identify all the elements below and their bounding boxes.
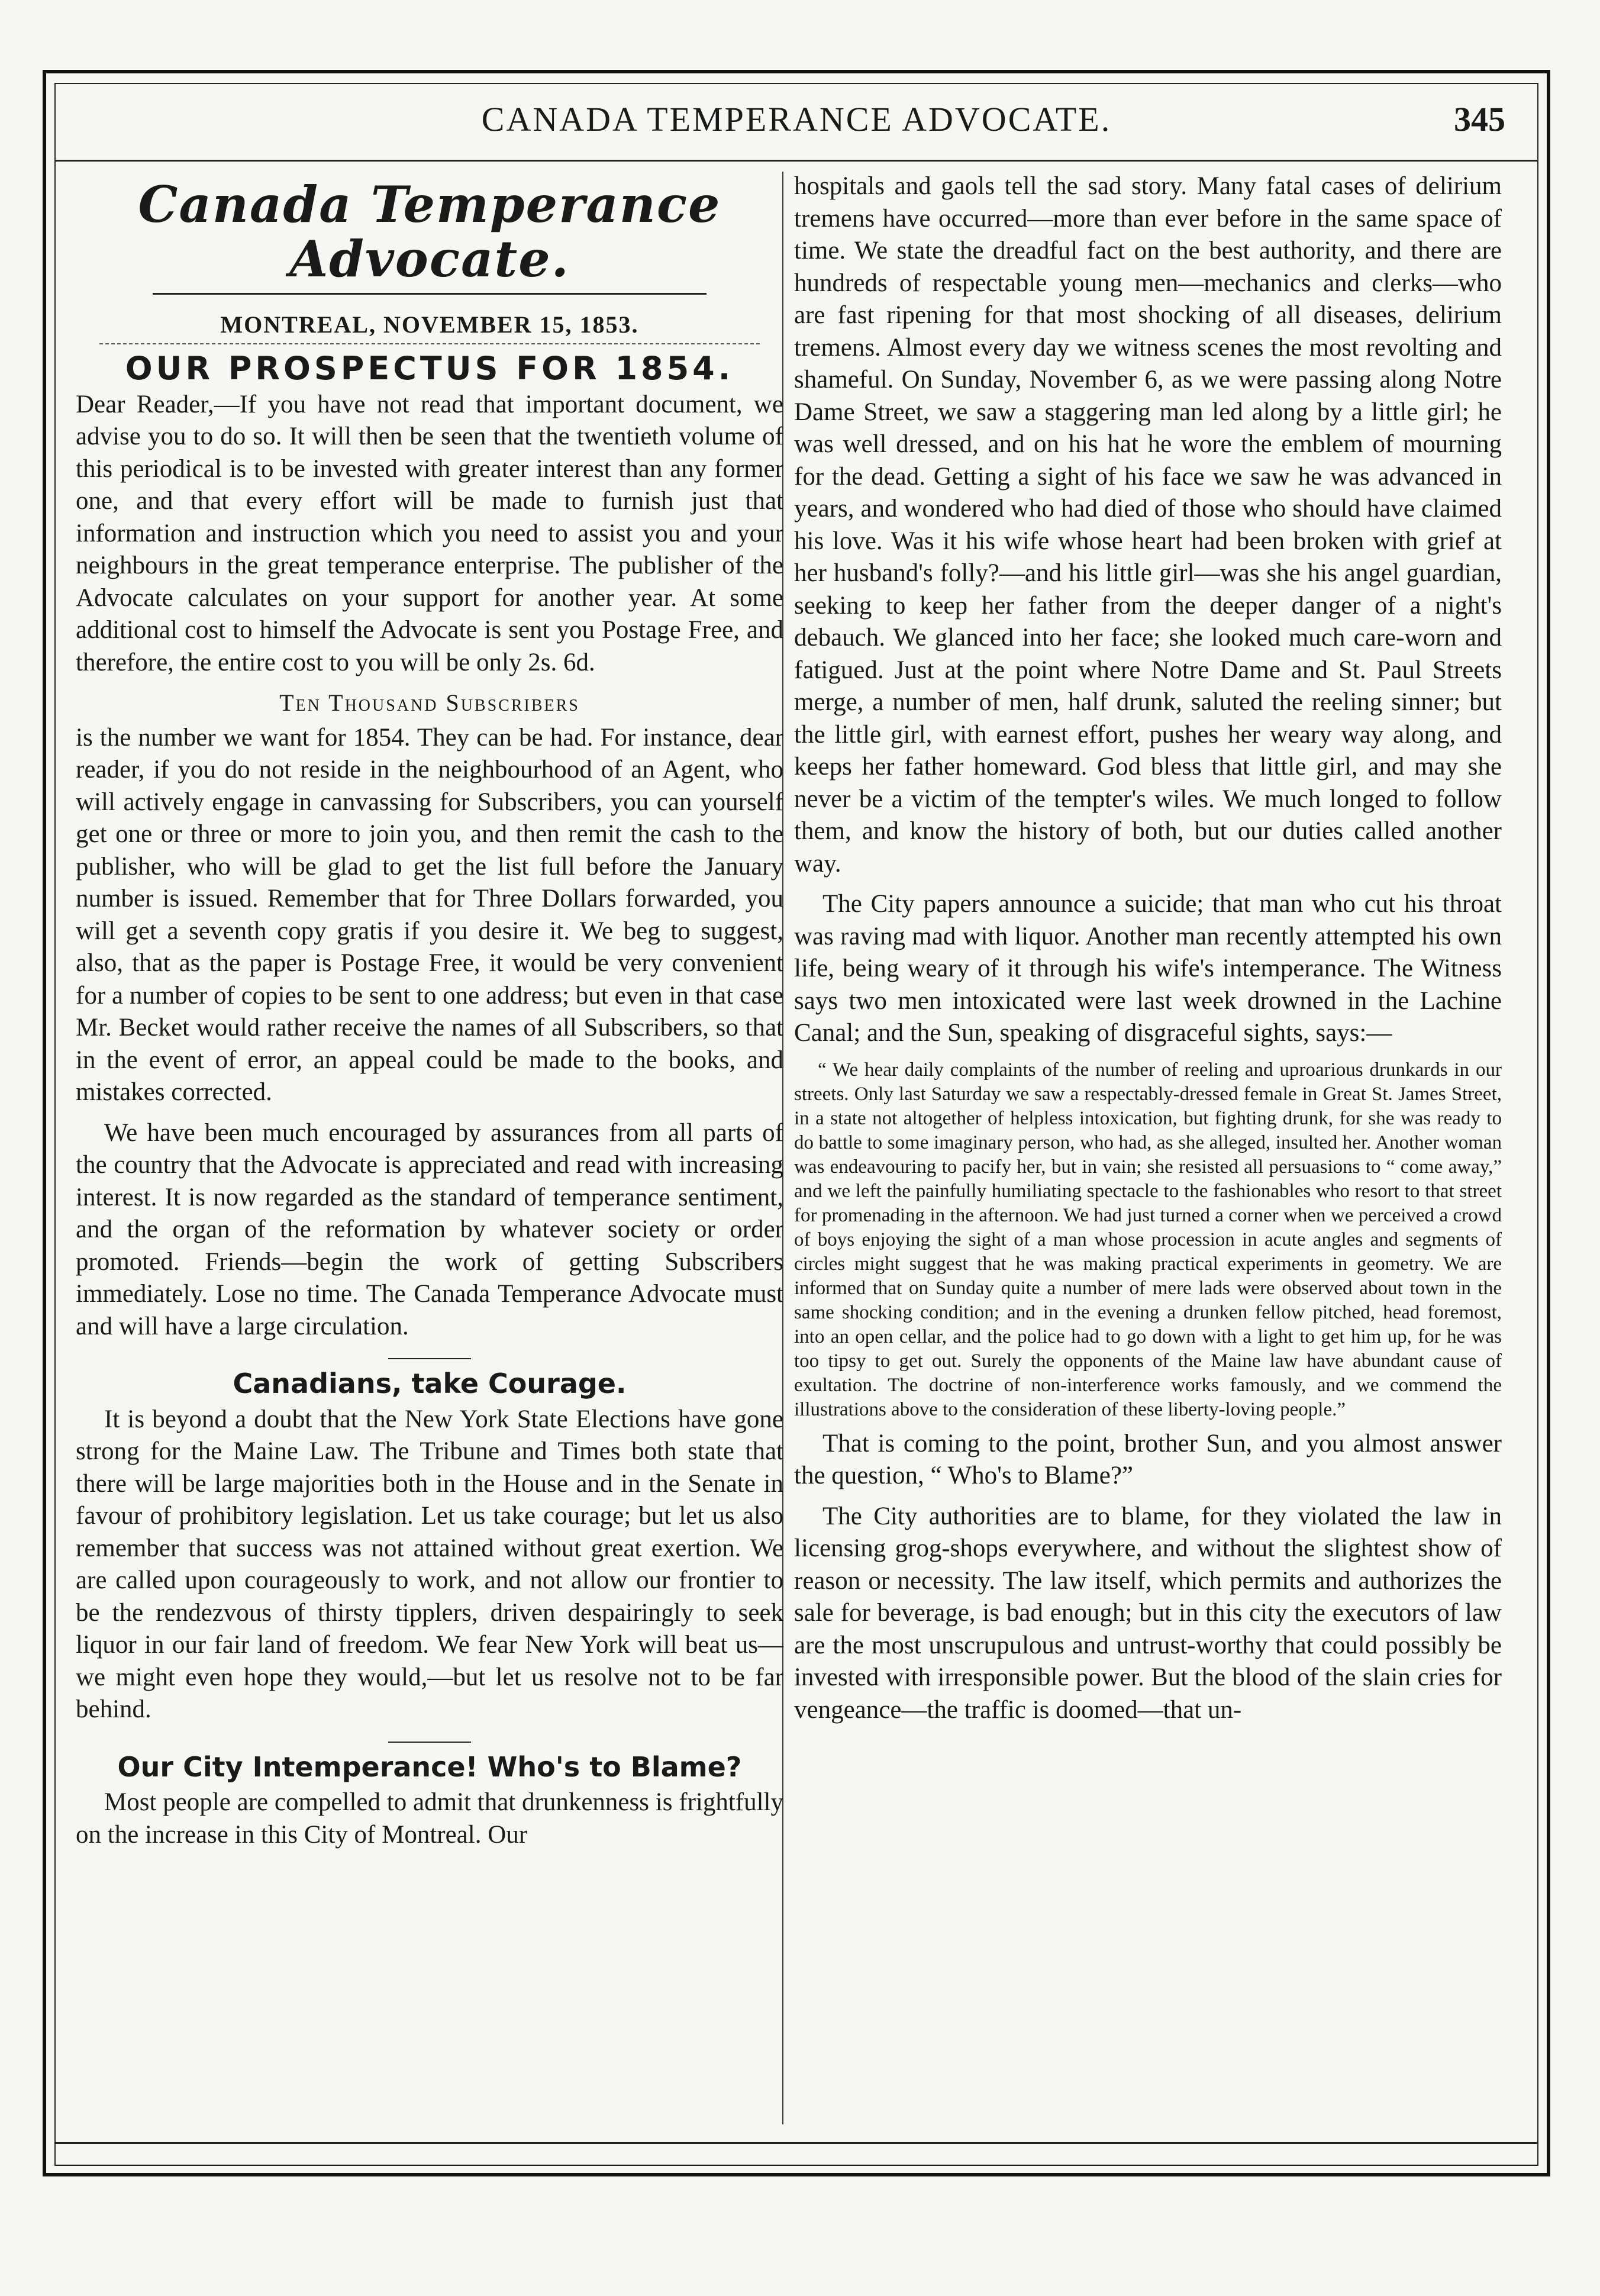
masthead-title: Canada Temperance Advocate. (138, 175, 721, 289)
paragraph-encouraged: We have been much encouraged by assurances from all parts of the country that the Advocate is appreciated and read with increasing interest. It is now regarded as the standard of temperance sentiment, and the organ of the reformation by whatever society or order promoted. Friends—begin the work of getting Subscribers immediately. Lose no time. The Canada Temperance Advocate must and will have a large circulation. (76, 1118, 783, 1340)
running-title: CANADA TEMPERANCE ADVOCATE. (481, 100, 1112, 138)
paragraph-canadians: It is beyond a doubt that the New York State Elections have gone strong for the Maine Law. The Tribune and Times both state that there will be large majorities both in the House and in the Senate in favour of prohibitory legislation. Let us take courage; but let us also remember that success was not attained without great exertion. We are called upon courageously to work, and not allow our frontier to be the rendezvous of thirsty tipplers, driven despairingly to seek liquor in our fair land of freedom. We fear New York will beat us—we might even hope they would,—but let us resolve not to be far behind. (76, 1405, 783, 1724)
masthead-rule (153, 293, 707, 303)
headline-prospectus: OUR PROSPECTUS FOR 1854. (125, 350, 734, 388)
dateline: MONTREAL, NOVEMBER 15, 1853. (220, 311, 639, 338)
paragraph-city-intemperance: Most people are compelled to admit that drunkenness is frightfully on the increase in this City of Montreal. Our (76, 1788, 783, 1849)
paragraph-subscribers: is the number we want for 1854. They can be had. For instance, dear reader, if you do not reside in the neighbourhood of an Agent, who will actively engage in canvassing for Subscribers, you can yourself get one or three or more to join you, and then remit the cash to the publisher, who will be glad to get the list full before the January number is issued. Remember that for Three Dollars forwarded, you will get a seventh copy gratis if you desire it. We beg to suggest, also, that as the paper is Postage Free, it would be very convenient for a number of copies to be sent to one address; but even in that case Mr. Becket would rather receive the names of all Subscribers, so that in the event of error, an appeal could be made to the books, and mistakes corrected. (76, 723, 783, 1107)
quotation-sun: “ We hear daily complaints of the number of reeling and uproarious drunkards in our streets. Only last Saturday we saw a respectably-dressed female in Great St. James Street, in a state not altogether of helpless intoxication, but fighting drunk, for she was ready to do battle to some imaginary person, who had, as she alleged, insulted her. Another woman was endeavouring to pacify her, but in vain; she resisted all persuasions to “ come away,” and we left the painfully humiliating spectacle to the fashionables who resort to that street for promenading in the afternoon. We had just turned a corner when we perceived a crowd of boys enjoying the sight of a man whose procession in acute angles and segments of circles might suggest that he was making practical experiments in geometry. We are informed that on Sunday quite a number of mere lads were observed about town in the same shocking condition; and in the evening a drunken fellow pitched, head foremost, into an open cellar, and the police had to go down with a light to get him up, for he was too tipsy to get out. Surely the opponents of the Maine law have abundant cause of exultation. The doctrine of non-interference works famously, and we commend the illustrations above to the consideration of these liberty-loving people.” (794, 1059, 1502, 1420)
section-rule (388, 1358, 471, 1359)
right-column (794, 170, 1502, 1734)
headline-city-intemperance: Our City Intemperance! Who's to Blame? (117, 1750, 742, 1783)
bottom-rule (54, 2142, 1538, 2144)
paragraph-city-papers: The City papers announce a suicide; that man who cut his throat was raving mad with liquor. Another man recently attempted his own life, being weary of it through his wife's intemperance. The Witness says two men intoxicated were last week drowned in the Lachine Canal; and the Sun, speaking of disgraceful sights, says:— (794, 890, 1502, 1047)
page-number: 345 (1454, 100, 1505, 138)
headline-canadians: Canadians, take Courage. (233, 1368, 627, 1400)
running-header (54, 89, 1538, 162)
paragraph-authorities: The City authorities are to blame, for they violated the law in licensing grog-shops everywhere, and without the slightest show of reason or necessity. The law itself, which permits and authorizes the sale for beverage, is bad enough; but in this city the executors of law are the most unscrupulous and untrust-worthy that could possibly be invested with irresponsible power. But the blood of the slain cries for vengeance—the traffic is doomed—that un- (794, 1502, 1502, 1724)
paragraph-coming-to-point: That is coming to the point, brother Sun, and you almost answer the question, “ Who's to Blame?” (794, 1429, 1502, 1489)
left-column (76, 170, 783, 1859)
section-rule (388, 1742, 471, 1743)
dateline-rule (99, 343, 760, 344)
paragraph-prospectus-intro: Dear Reader,—If you have not read that important document, we advise you to do so. It will then be seen that the twentieth volume of this periodical is to be invested with greater interest than any former one, and that every effort will be made to furnish just that information and instruction which you need to assist you and your neighbours in the great temperance enterprise. The publisher of the Advocate calculates on your support for another year. At some additional cost to himself the Advocate is sent you Postage Free, and therefore, the entire cost to you will be only 2s. 6d. (76, 390, 783, 676)
paragraph-continued: hospitals and gaols tell the sad story. Many fatal cases of delirium tremens have occurred—more than ever before in the same space of time. We state the dreadful fact on the best authority, and there are hundreds of respectable young men—mechanics and clerks—who are fast ripening for that most shocking of all diseases, delirium tremens. Almost every day we witness scenes the most revolting and shameful. On Sunday, November 6, as we were passing along Notre Dame Street, we saw a staggering man led along by a little girl; he was well dressed, and on his hat he wore the emblem of mourning for the dead. Getting a sight of his face we saw he was advanced in years, and wondered who had died of those who should have claimed his love. Was it his wife whose heart had been broken with grief at her husband's folly?—and his little girl—was she his angel guardian, seeking to keep her father from the deeper danger of a night's debauch. We glanced into her face; she looked much care-worn and fatigued. Just at the point where Notre Dame and St. Paul Streets merge, a number of men, half drunk, saluted the reeling sinner; but the little girl, with earnest effort, pushes her weary way along, and keeps her father homeward. God bless that little girl, and may she never be a victim of the tempter's wiles. We much longed to follow them, and know the history of both, but our duties called another way. (794, 172, 1502, 878)
subhead-subscribers: Ten Thousand Subscribers (279, 689, 580, 717)
